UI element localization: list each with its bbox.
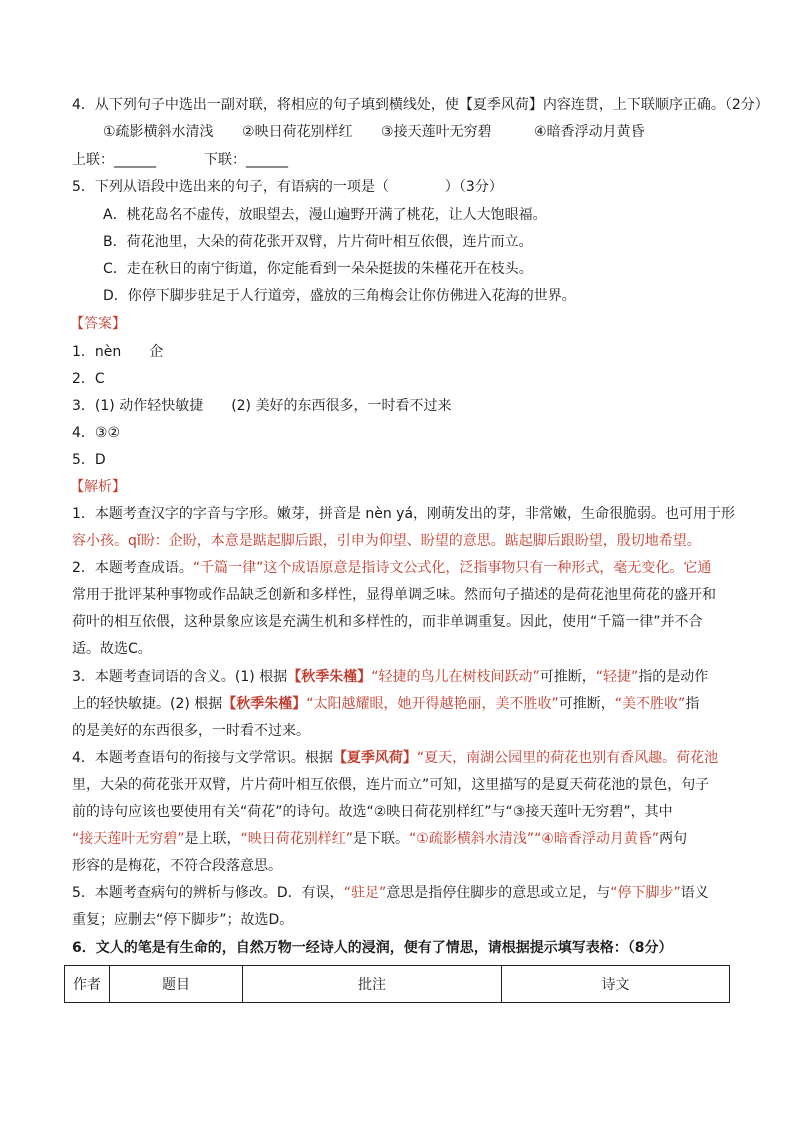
q4-option-4: ④暗香浮动月黄昏	[534, 124, 645, 140]
analysis-4-line-3: 前的诗句应该也要使用有关“荷花”的诗句。故选“②映日荷花别样红”与“③接天莲叶无穷碧”，其中	[72, 804, 673, 820]
answer-heading: 【答案】	[70, 316, 126, 332]
analysis-4-line-2: 里，大朵的荷花张开双臂，片片荷叶相互依偎，连片而立”可知，这里描写的是夏天荷花池的景色，句子	[72, 777, 710, 793]
answer-item-5: 5．D	[72, 452, 106, 468]
analysis-4-line-5: 形容的是梅花，不符合段落意思。	[72, 858, 282, 874]
analysis-5-tail: 语义	[680, 885, 709, 901]
q5-option-c: C．走在秋日的南宁街道，你定能看到一朵朵挺拔的朱槿花开在枝头。	[103, 261, 533, 277]
analysis-3-intro: 3．本题考查词语的含义。(1) 根据	[72, 669, 288, 685]
answer-item-4: 4．③②	[72, 425, 121, 441]
analysis-3-infer: 可推断，	[539, 669, 596, 685]
q6-header-author: 作者	[65, 966, 110, 1003]
analysis-3-tail: 指的是动作	[638, 669, 709, 685]
analysis-2-line-3: 荷叶的相互依偎，这种景象应该是充满生机和多样性的，而非单调重复。因此，使用“千篇一律”并不合	[72, 614, 703, 630]
analysis-4-line-4	[72, 830, 687, 848]
q4-lower-blank: 下联：______	[204, 152, 288, 168]
analysis-3-tail-2: 指	[685, 696, 700, 712]
q6-header-annotation: 批注	[243, 966, 502, 1003]
analysis-3-term-2: “美不胜收”	[614, 696, 686, 712]
analysis-2-line-2: 常用于批评某种事物或作品缺乏创新和多样性，显得单调乏味。然而句子描述的是荷花池里荷花的盛开和	[72, 587, 716, 603]
q6-header-poem: 诗文	[502, 966, 730, 1003]
analysis-2-line-1	[72, 559, 711, 577]
analysis-1-line-2: 容小孩。qǐ盼：企盼，本意是踮起脚后跟，引申为仰望、盼望的意思。踮起脚后跟盼望，殷切地希望。	[72, 533, 701, 549]
q4-option-3: ③接天莲叶无穷碧	[381, 124, 492, 140]
analysis-5-term: “驻足”	[343, 885, 387, 901]
analysis-3-quote: “轻捷的鸟儿在树枝间跃动”	[371, 669, 540, 685]
q5-stem: 5．下列从语段中选出来的句子，有语病的一项是（ ）（3分）	[72, 179, 503, 195]
q5-option-b: B．荷花池里，大朵的荷花张开双臂，片片荷叶相互依偎，连片而立。	[103, 234, 533, 250]
analysis-4-upper: “接天莲叶无穷碧”	[72, 831, 185, 847]
analysis-4-line-1	[72, 749, 718, 767]
answer-item-2: 2．C	[72, 371, 105, 387]
q6-header-title: 题目	[110, 966, 243, 1003]
answer-item-3: 3．(1) 动作轻快敏捷 (2) 美好的东西很多，一时看不过来	[72, 398, 452, 414]
q6-table	[64, 965, 730, 1003]
analysis-4-quote: “夏天，南湖公园里的荷花也别有香风趣。荷花池	[416, 750, 719, 766]
analysis-4-section-ref: 【夏季风荷】	[332, 750, 417, 766]
analysis-5-line-1	[72, 884, 709, 902]
analysis-2-quote: “千篇一律”这个成语原意是指诗文公式化，泛指事物只有一种形式，毫无变化。它通	[192, 560, 712, 576]
analysis-3-line-3: 的是美好的东西很多，一时看不过来。	[72, 723, 310, 739]
analysis-5-intro: 5．本题考查病句的辨析与修改。D．有误，	[72, 885, 344, 901]
analysis-3-line-2	[72, 695, 699, 713]
analysis-3-quote-2: “太阳越耀眼，她开得越艳丽，美不胜收”	[306, 696, 559, 712]
analysis-3-infer-2: 可推断，	[558, 696, 615, 712]
analysis-5-line-2: 重复；应删去“停下脚步”；故选D。	[72, 912, 294, 928]
q6-table-header-row	[65, 966, 730, 1003]
analysis-4-lower: “映日荷花别样红”	[240, 831, 354, 847]
q6-stem: 6．文人的笔是有生命的，自然万物一经诗人的浸润，便有了情思，请根据提示填写表格：（8分）	[72, 940, 673, 956]
answer-item-1: 1．nèn 企	[72, 344, 164, 360]
analysis-3-section-ref: 【秋季朱槿】	[287, 669, 372, 685]
analysis-2-intro: 2．本题考查成语。	[72, 560, 193, 576]
analysis-heading: 【解析】	[70, 479, 126, 495]
analysis-2-line-4: 适。故选C。	[72, 641, 152, 657]
analysis-4-intro: 4．本题考查语句的衔接与文学常识。根据	[72, 750, 333, 766]
analysis-3-section-ref-2: 【秋季朱槿】	[222, 696, 307, 712]
q4-upper-blank: 上联：______	[72, 152, 156, 168]
analysis-1-line-1: 1．本题考查汉字的字音与字形。嫩芽，拼音是 nèn yá，刚萌发出的芽，非常嫩，生命很脆弱。也可用于形	[72, 506, 736, 522]
q4-options	[103, 123, 645, 141]
q5-option-d: D．你停下脚步驻足于人行道旁，盛放的三角梅会让你仿佛进入花海的世界。	[103, 288, 576, 304]
q4-stem: 4．从下列句子中选出一副对联，将相应的句子填到横线处，使【夏季风荷】内容连贯，上下联顺序正确。（2分）	[72, 97, 769, 113]
q4-option-2: ②映日荷花别样红	[242, 124, 353, 140]
analysis-3-line-1	[72, 668, 708, 686]
analysis-4-plum-lines: “①疏影横斜水清浅”“④暗香浮动月黄昏”	[409, 831, 660, 847]
analysis-4-tail: 两句	[659, 831, 688, 847]
analysis-5-term-2: “停下脚步”	[610, 885, 681, 901]
analysis-4-lower-label: 是下联。	[353, 831, 410, 847]
analysis-4-upper-label: 是上联，	[184, 831, 241, 847]
q4-option-1: ①疏影横斜水清浅	[103, 124, 214, 140]
analysis-3-part2: 上的轻快敏捷。(2) 根据	[72, 696, 223, 712]
analysis-3-term: “轻捷”	[595, 669, 639, 685]
analysis-5-explain: 意思是指停住脚步的意思或立足，与	[386, 885, 611, 901]
q5-option-a: A．桃花岛名不虚传，放眼望去，漫山遍野开满了桃花，让人大饱眼福。	[103, 207, 547, 223]
